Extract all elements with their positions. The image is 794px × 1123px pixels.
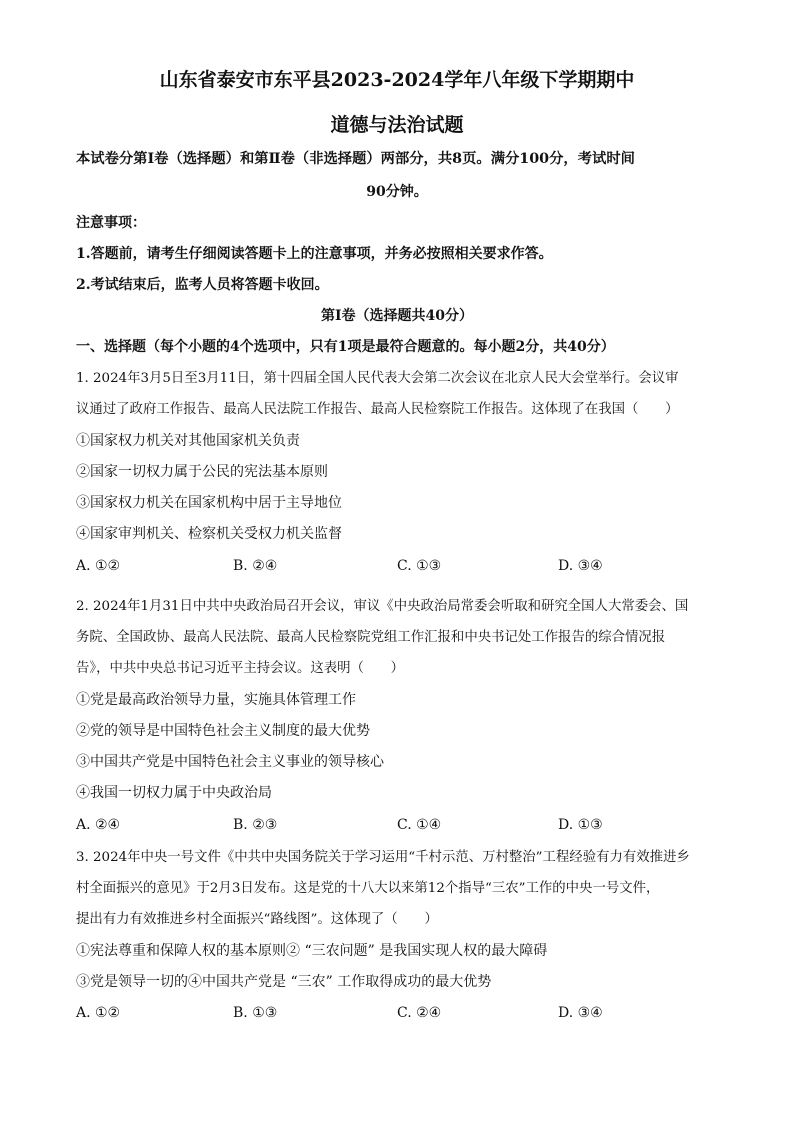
option-b[interactable]: B. ②④ (233, 558, 278, 574)
exam-subject-title: 道德与法治试题 (330, 114, 464, 136)
statement: ②党的领导是中国特色社会主义制度的最大优势 (76, 723, 370, 739)
question-stem: 告》，中共中央总书记习近平主持会议。这表明（ ） (76, 661, 405, 676)
question-stem: 提出有力有效推进乡村全面振兴“路线图”。这体现了（ ） (76, 912, 438, 927)
note-item: 2.考试结束后，监考人员将答题卡收回。 (76, 277, 329, 293)
option-d[interactable]: D. ①③ (558, 817, 603, 833)
option-c[interactable]: C. ①③ (397, 558, 442, 574)
question-stem: 村全面振兴的意见》于2月3日发布。这是党的十八大以来第12个指导“三农”工作的中央一号文件， (76, 881, 660, 896)
question-stem: 2. 2024年1月31日中共中央政治局召开会议，审议《中央政治局常委会听取和研究全国人大常委会、国 (76, 599, 689, 614)
statement: ①国家权力机关对其他国家机关负责 (76, 433, 300, 449)
statement: ①党是最高政治领导力量，实施具体管理工作 (76, 692, 356, 708)
question-stem: 务院、全国政协、最高人民法院、最高人民检察院党组工作汇报和中央书记处工作报告的综合情况报 (76, 630, 666, 645)
exam-title: 山东省泰安市东平县2023-2024学年八年级下学期期中 (159, 69, 635, 91)
option-c[interactable]: C. ①④ (397, 817, 442, 833)
exam-intro-cont: 90分钟。 (366, 184, 428, 200)
statement: ③党是领导一切的④中国共产党是 “三农” 工作取得成功的最大优势 (76, 974, 492, 990)
question-stem: 3. 2024年中央一号文件《中共中央国务院关于学习运用“千村示范、万村整治”工程经验有力有效推进乡 (76, 850, 690, 865)
exam-intro: 本试卷分第Ⅰ卷（选择题）和第Ⅱ卷（非选择题）两部分，共8页。满分100分，考试时间 (76, 151, 635, 167)
option-c[interactable]: C. ②④ (397, 1005, 442, 1021)
option-d[interactable]: D. ③④ (558, 558, 603, 574)
option-d[interactable]: D. ③④ (558, 1005, 603, 1021)
option-b[interactable]: B. ②③ (233, 817, 278, 833)
option-a[interactable]: A. ①② (76, 1005, 121, 1021)
statement: ③中国共产党是中国特色社会主义事业的领导核心 (76, 754, 384, 770)
statement: ③国家权力机关在国家机构中居于主导地位 (76, 495, 342, 511)
volume-title: 第Ⅰ卷（选择题共40分） (320, 308, 474, 324)
statement: ④国家审判机关、检察机关受权力机关监督 (76, 526, 342, 542)
question-stem: 议通过了政府工作报告、最高人民法院工作报告、最高人民检察院工作报告。这体现了在我国（ ） (76, 402, 679, 417)
option-a[interactable]: A. ②④ (76, 817, 121, 833)
statement: ②国家一切权力属于公民的宪法基本原则 (76, 464, 328, 480)
option-b[interactable]: B. ①③ (233, 1005, 278, 1021)
note-item: 1.答题前，请考生仔细阅读答题卡上的注意事项，并务必按照相关要求作答。 (76, 246, 553, 262)
option-a[interactable]: A. ①② (76, 558, 121, 574)
part-title: 一、选择题（每个小题的4个选项中，只有1项是最符合题意的。每小题2分，共40分） (76, 339, 615, 355)
question-stem: 1. 2024年3月5日至3月11日，第十四届全国人民代表大会第二次会议在北京人民大会堂举行。会议审 (76, 371, 679, 386)
statement: ④我国一切权力属于中央政治局 (76, 785, 272, 801)
statement: ①宪法尊重和保障人权的基本原则② “三农问题” 是我国实现人权的最大障碍 (76, 943, 548, 959)
notes-heading: 注意事项： (76, 215, 146, 231)
